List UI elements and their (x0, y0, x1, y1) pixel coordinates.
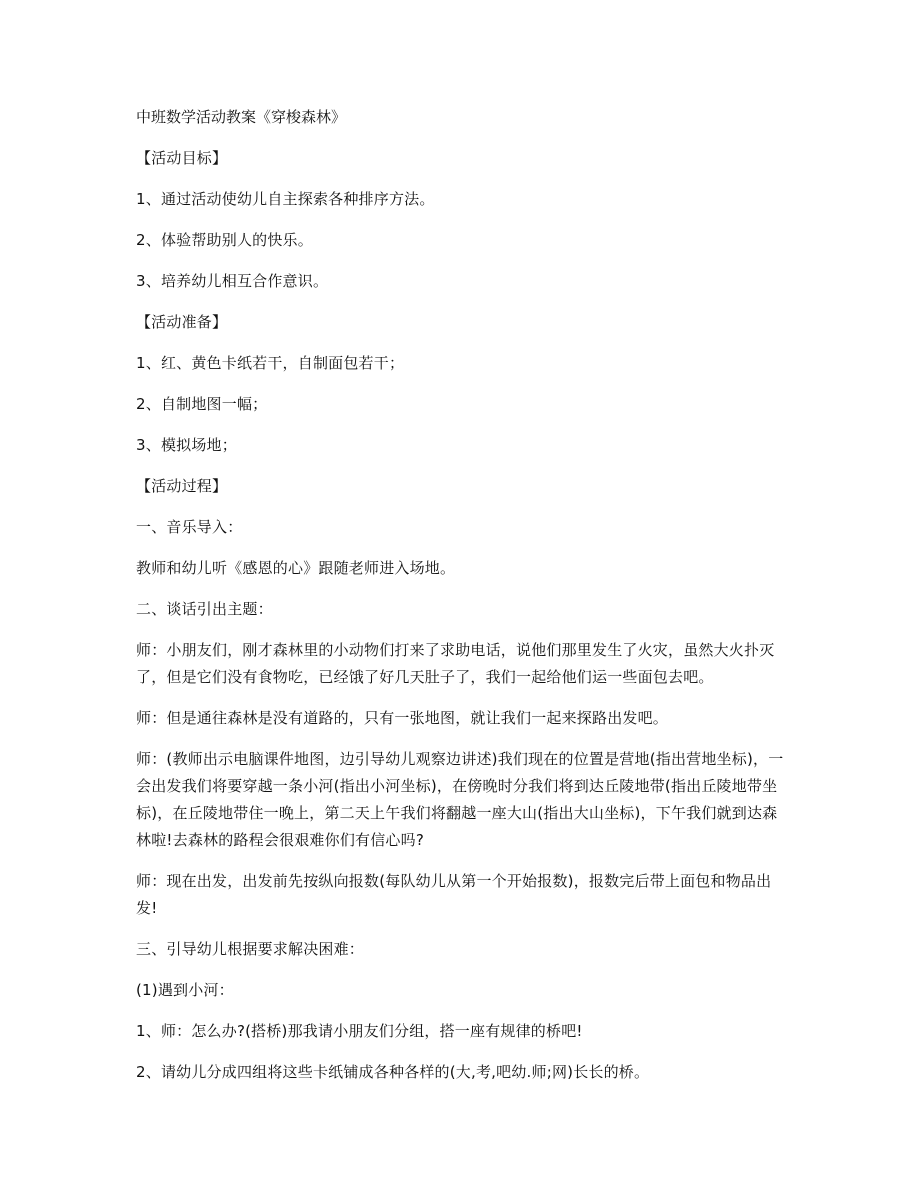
process-step-1-heading: 一、音乐导入： (136, 518, 243, 536)
process-step-2-heading: 二、谈话引出主题： (136, 600, 273, 618)
river-item-2: 2、请幼儿分成四组将这些卡纸铺成各种各样的(大,考,吧幼.师;网)长长的桥。 (136, 1063, 650, 1081)
preparation-item-2: 2、自制地图一幅； (136, 395, 268, 413)
teacher-dialogue-1: 师：小朋友们，刚才森林里的小动物们打来了求助电话，说他们那里发生了火灾，虽然大火扑灭了，但是它们没有食物吃，已经饿了好几天肚子了，我们一起给他们运一些面包去吧。 (136, 641, 775, 686)
goal-item-3: 3、培养幼儿相互合作意识。 (136, 272, 329, 290)
goal-item-1: 1、通过活动使幼儿自主探索各种排序方法。 (136, 190, 435, 208)
goal-item-2: 2、体验帮助别人的快乐。 (136, 231, 313, 249)
section-heading-process: 【活动过程】 (136, 477, 228, 495)
process-step-1-text: 教师和幼儿听《感恩的心》跟随老师进入场地。 (136, 559, 456, 577)
teacher-dialogue-3: 师：(教师出示电脑课件地图，边引导幼儿观察边讲述)我们现在的位置是营地(指出营地坐标)，一会出发我们将要穿越一条小河(指出小河坐标)，在傍晚时分我们将到达丘陵地带(指出丘陵地带坐标)，在丘陵地带住一晚上，第二天上午我们将翻越一座大山(指出大山坐标)，下午我们就到达森林啦!去森林的路程会很艰难你们有信心吗? (136, 750, 784, 849)
teacher-dialogue-2: 师：但是通往森林是没有道路的，只有一张地图，就让我们一起来探路出发吧。 (136, 709, 669, 727)
section-heading-goals: 【活动目标】 (136, 149, 228, 167)
document-page (136, 104, 786, 1100)
river-item-1: 1、师：怎么办?(搭桥)那我请小朋友们分组，搭一座有规律的桥吧! (136, 1022, 583, 1040)
document-title: 中班数学活动教案《穿梭森林》 (136, 108, 347, 126)
preparation-item-1: 1、红、黄色卡纸若干，自制面包若干； (136, 354, 405, 372)
substep-river-heading: (1)遇到小河： (136, 981, 234, 999)
process-step-3-heading: 三、引导幼儿根据要求解决困难： (136, 940, 365, 958)
section-heading-preparation: 【活动准备】 (136, 313, 228, 331)
preparation-item-3: 3、模拟场地； (136, 436, 237, 454)
teacher-dialogue-4: 师：现在出发，出发前先按纵向报数(每队幼儿从第一个开始报数)，报数完后带上面包和物品出发! (136, 872, 772, 917)
